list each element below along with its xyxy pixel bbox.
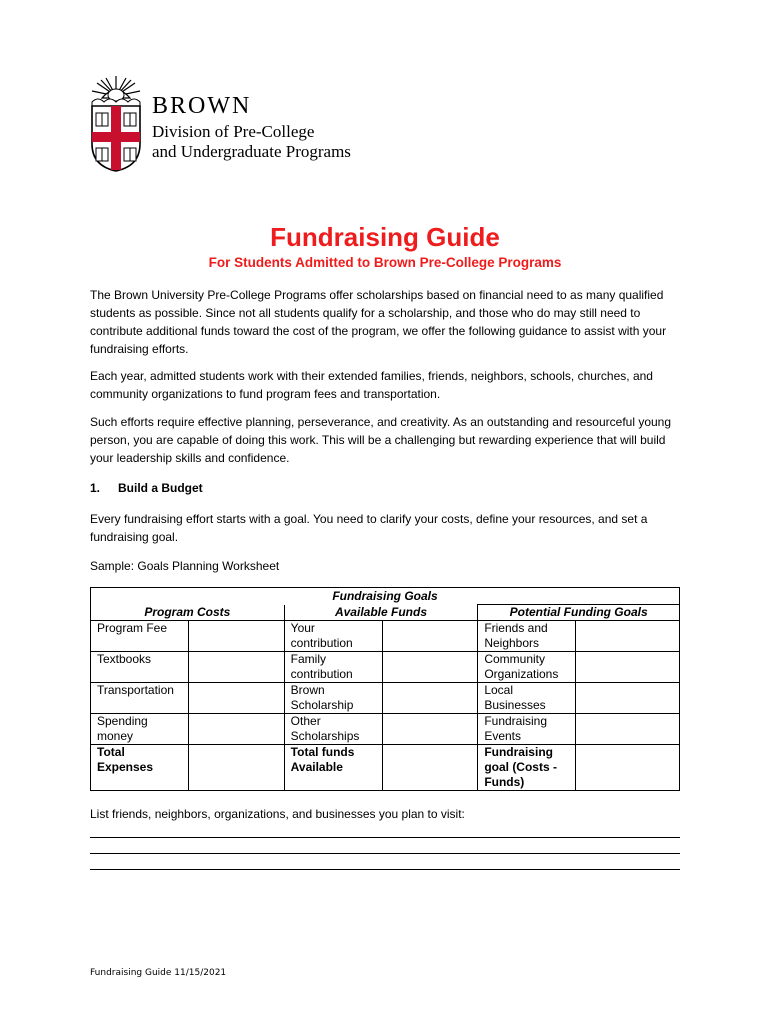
- cost-label: Spending money: [91, 714, 189, 745]
- intro-paragraph: The Brown University Pre-College Programs offer scholarships based on financial need to as many qualified students as possible. Since not all students qualify for a scholarship, and those who do may still need to contribute additional funds toward the cost of the program, we offer the following guidance to assist with your fundraising efforts.: [90, 288, 667, 356]
- cost-entry-cell[interactable]: [188, 621, 284, 652]
- cost-entry-cell[interactable]: [188, 652, 284, 683]
- brown-shield-icon: [88, 74, 144, 172]
- goal-entry-cell[interactable]: [576, 683, 680, 714]
- list-prompt: List friends, neighbors, organizations, and businesses you plan to visit:: [90, 807, 465, 821]
- funds-label: Family contribution: [284, 652, 382, 683]
- funds-label: Brown Scholarship: [284, 683, 382, 714]
- page-subtitle: For Students Admitted to Brown Pre-College Programs: [208, 255, 562, 270]
- goal-label: Community Organizations: [478, 652, 576, 683]
- goal-entry-cell[interactable]: [576, 714, 680, 745]
- cost-entry-cell[interactable]: [188, 683, 284, 714]
- goal-label: Local Businesses: [478, 683, 576, 714]
- total-expenses-label: Total Expenses: [91, 745, 189, 791]
- cost-entry-cell[interactable]: [188, 714, 284, 745]
- logo-division-line1: Division of Pre-College: [152, 122, 315, 141]
- page-title: Fundraising Guide: [270, 222, 500, 252]
- fundraising-goal-cell[interactable]: [576, 745, 680, 791]
- header-program-costs: Program Costs: [91, 605, 285, 621]
- total-funds-label: Total funds Available: [284, 745, 382, 791]
- header-available-funds: Available Funds: [284, 605, 478, 621]
- write-line[interactable]: [90, 837, 680, 838]
- fundraising-goal-label: Fundraising goal (Costs - Funds): [478, 745, 576, 791]
- table-row: [91, 683, 680, 714]
- funds-entry-cell[interactable]: [382, 652, 478, 683]
- total-expenses-cell[interactable]: [188, 745, 284, 791]
- worksheet-title: Fundraising Goals: [91, 588, 680, 605]
- write-line[interactable]: [90, 853, 680, 854]
- goals-worksheet-table: [90, 587, 680, 791]
- table-row: [91, 652, 680, 683]
- section-heading: [90, 481, 203, 495]
- goal-label: Friends and Neighbors: [478, 621, 576, 652]
- goal-label: Fundraising Events: [478, 714, 576, 745]
- students-paragraph: Each year, admitted students work with their extended families, friends, neighbors, schools, churches, and community organizations to fund program fees and transportation.: [90, 369, 653, 401]
- goal-entry-cell[interactable]: [576, 652, 680, 683]
- logo-wordmark: [152, 92, 351, 162]
- brown-logo: [88, 74, 388, 174]
- funds-label: Other Scholarships: [284, 714, 382, 745]
- funds-entry-cell[interactable]: [382, 683, 478, 714]
- funds-label: Your contribution: [284, 621, 382, 652]
- cost-label: Transportation: [91, 683, 189, 714]
- write-line[interactable]: [90, 869, 680, 870]
- funds-entry-cell[interactable]: [382, 621, 478, 652]
- header-potential-funding: Potential Funding Goals: [478, 605, 680, 621]
- total-funds-cell[interactable]: [382, 745, 478, 791]
- cost-label: Program Fee: [91, 621, 189, 652]
- goal-entry-cell[interactable]: [576, 621, 680, 652]
- section-title: Build a Budget: [118, 481, 203, 495]
- sample-label: Sample: Goals Planning Worksheet: [90, 559, 280, 573]
- table-row: [91, 714, 680, 745]
- section-number: 1.: [90, 481, 101, 495]
- footer-text: Fundraising Guide 11/15/2021: [90, 968, 227, 978]
- cost-label: Textbooks: [91, 652, 189, 683]
- table-row: [91, 621, 680, 652]
- funds-entry-cell[interactable]: [382, 714, 478, 745]
- efforts-paragraph: Such efforts require effective planning, perseverance, and creativity. As an outstanding and resourceful young person, you are capable of doing this work. This will be a challenging but rewarding experience that will build your leadership skills and confidence.: [90, 415, 672, 465]
- logo-division-line2: and Undergraduate Programs: [152, 142, 351, 161]
- budget-paragraph: Every fundraising effort starts with a goal. You need to clarify your costs, define your resources, and set a fundraising goal.: [90, 512, 648, 544]
- logo-brown-text: BROWN: [152, 93, 252, 119]
- table-row-totals: [91, 745, 680, 791]
